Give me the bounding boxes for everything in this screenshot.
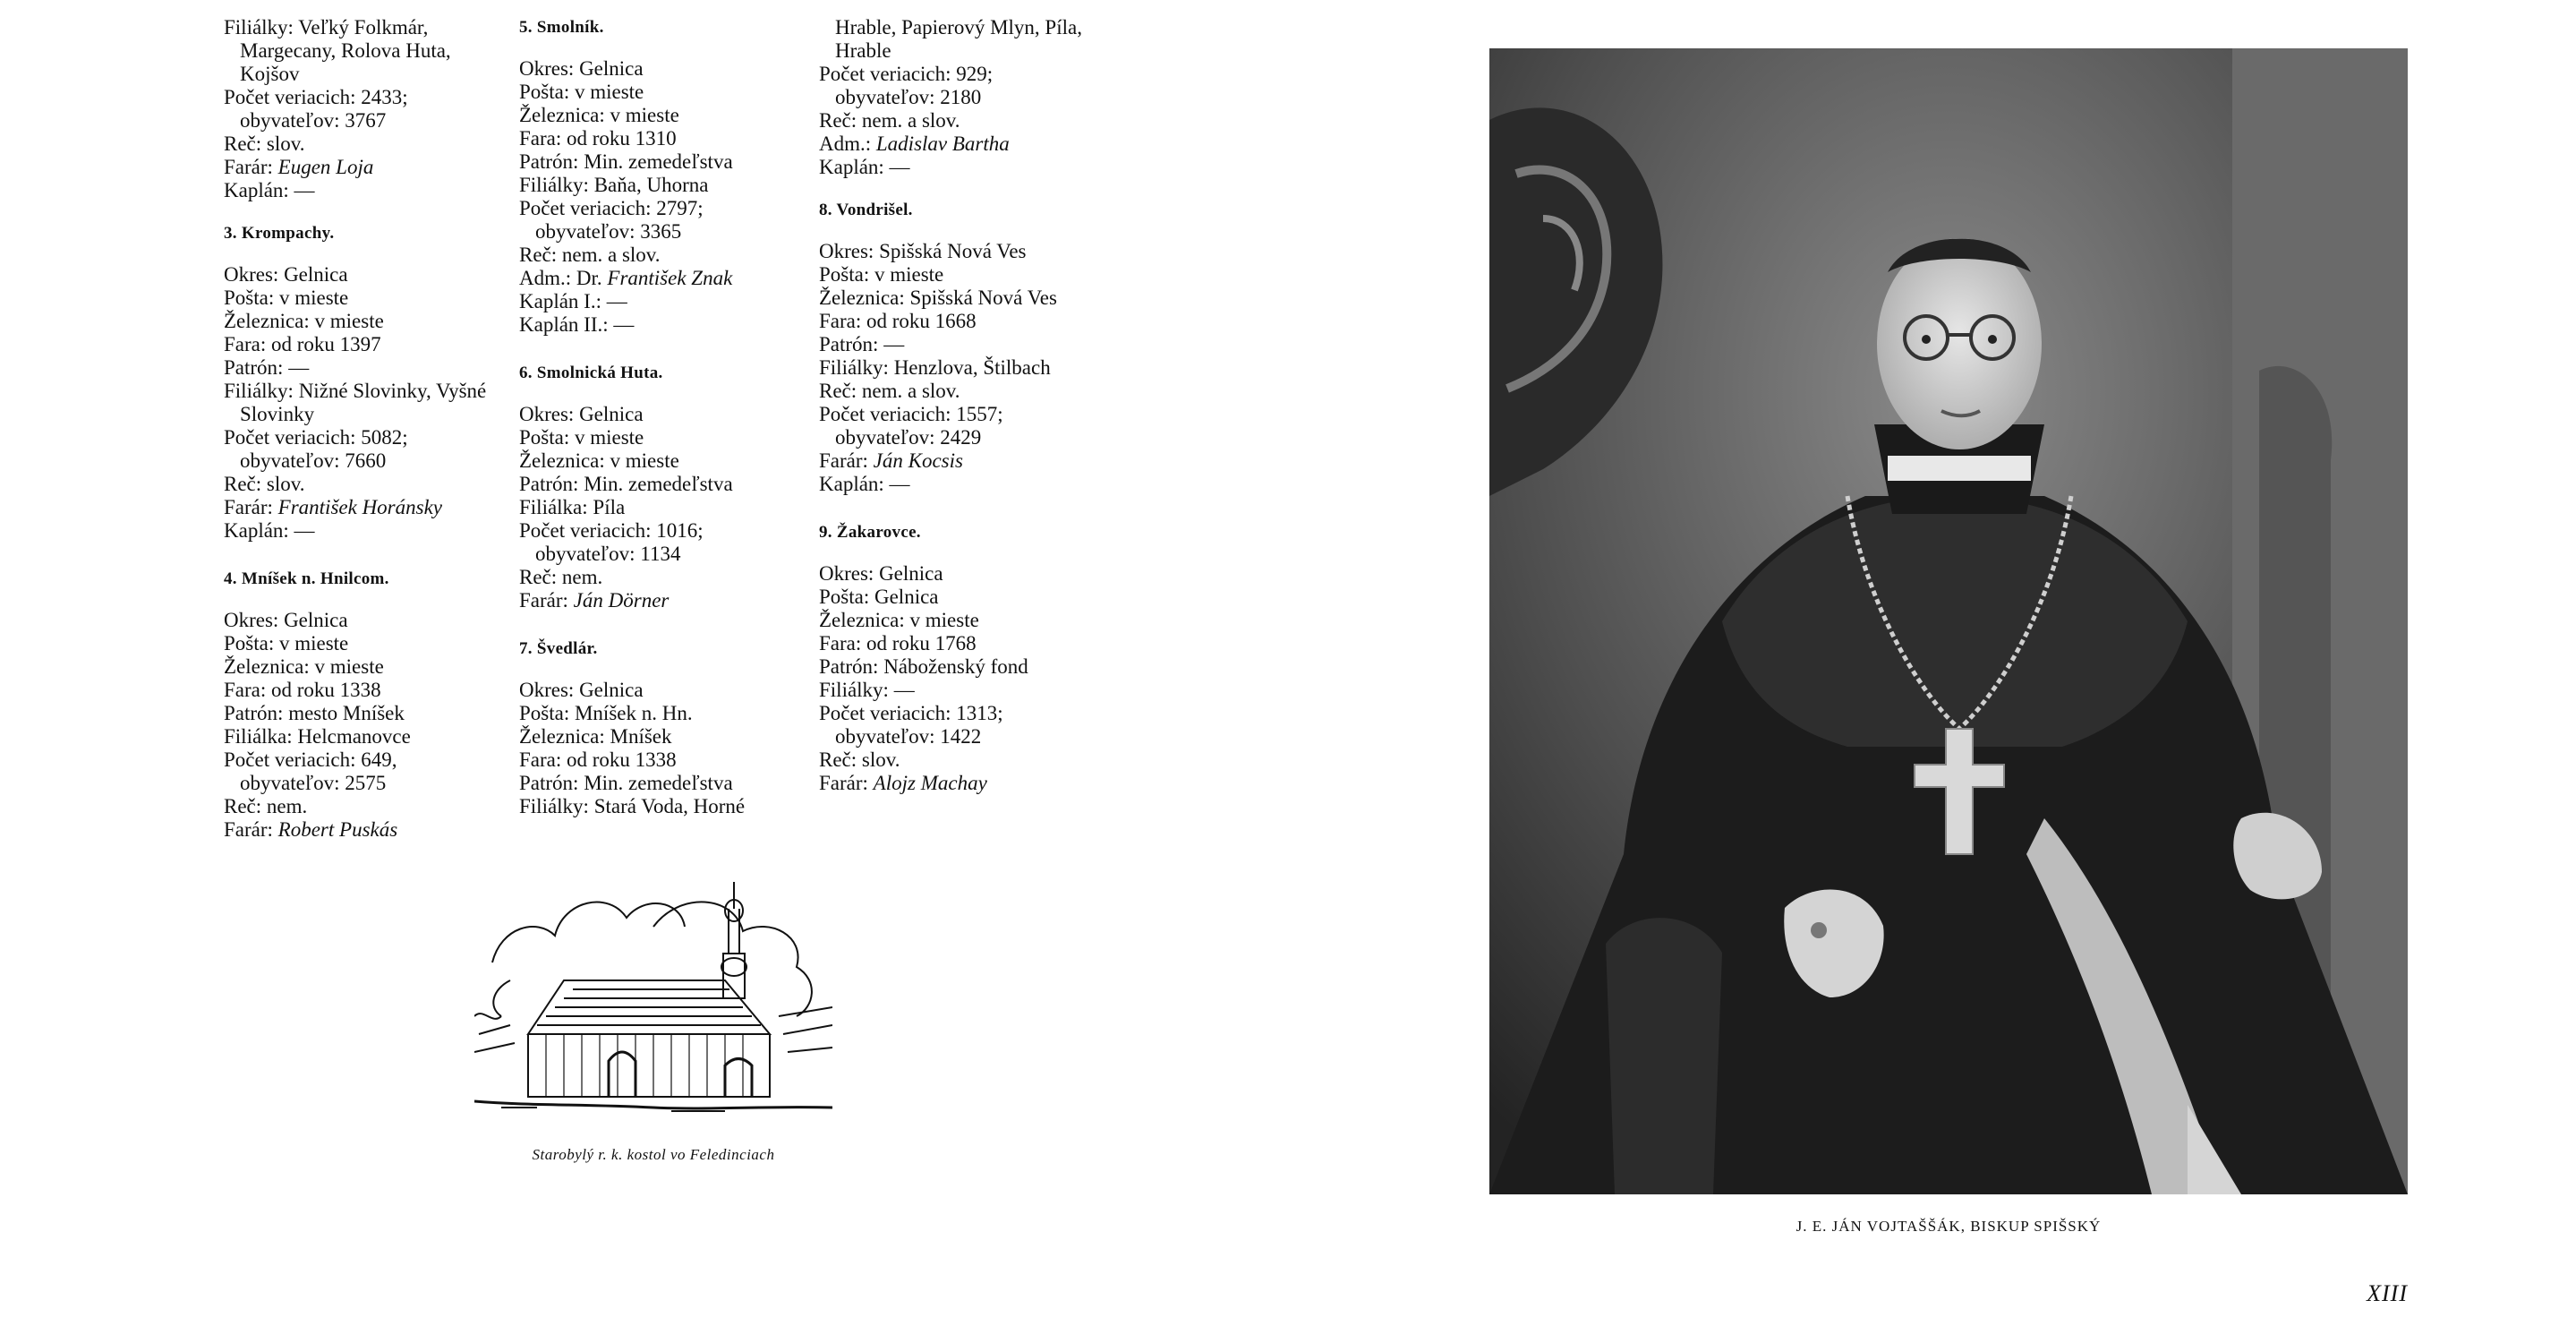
farar-label: Farár:	[224, 156, 278, 178]
parish-heading: 5. Smolník.	[519, 18, 604, 37]
parish-entry-smolnik	[519, 16, 788, 337]
parish-heading: 9. Žakarovce.	[819, 523, 921, 542]
text-line: Reč: nem.	[519, 566, 603, 588]
text-line: Železnica: v mieste	[819, 609, 979, 631]
text-line: Počet veriacich: 5082; obyvateľov: 7660	[224, 426, 408, 472]
text-line: Okres: Gelnica	[519, 57, 644, 80]
text-column-3	[819, 16, 1096, 820]
text-line: Patrón: Min. zemedeľstva	[519, 473, 733, 495]
text-line: Počet veriacich: 1557; obyvateľov: 2429	[819, 403, 1003, 449]
text-line: Filiálka: Píla	[519, 496, 626, 518]
farar-name: Robert Puskás	[277, 818, 398, 841]
text-line: Patrón: Min. zemedeľstva	[519, 772, 733, 794]
text-line: Pošta: v mieste	[519, 81, 644, 103]
text-line: Železnica: v mieste	[519, 449, 679, 472]
text-line: Okres: Gelnica	[819, 562, 943, 585]
text-line: Patrón: —	[224, 356, 310, 379]
adm-label: Adm.:	[819, 133, 876, 155]
text-line: Fara: od roku 1668	[819, 310, 977, 332]
text-line: Okres: Spišská Nová Ves	[819, 240, 1027, 262]
text-line: Okres: Gelnica	[224, 609, 348, 631]
text-line: Kaplán: —	[224, 519, 315, 542]
farar-label: Farár:	[224, 818, 278, 841]
parish-entry-mnisek	[224, 568, 492, 842]
parish-heading: 8. Vondrišel.	[819, 201, 913, 219]
text-line: Železnica: v mieste	[519, 104, 679, 126]
text-line: Okres: Gelnica	[519, 403, 644, 425]
farar-name: Ján Dörner	[573, 589, 670, 612]
farar-line	[224, 496, 492, 519]
sketch-caption: Starobylý r. k. kostol vo Feledinciach	[532, 1146, 775, 1163]
text-line: Pošta: Mníšek n. Hn.	[519, 702, 693, 724]
text-line: Počet veriacich: 1313; obyvateľov: 1422	[819, 702, 1003, 748]
church-sketch-svg	[474, 882, 832, 1115]
parish-entry-zakarovce	[819, 521, 1096, 795]
text-line: Patrón: Min. zemedeľstva	[519, 150, 733, 173]
text-line: Počet veriacich: 1016; obyvateľov: 1134	[519, 519, 704, 565]
farar-name: Eugen Loja	[277, 156, 374, 178]
farar-name: Ján Kocsis	[873, 449, 963, 472]
text-line: Filiálky: Stará Voda, Horné	[519, 795, 746, 817]
continued-entry	[819, 16, 1096, 179]
text-line: Reč: nem.	[224, 795, 308, 817]
text-line: Reč: nem. a slov.	[819, 380, 960, 402]
text-column-1	[224, 16, 492, 867]
portrait-svg	[1489, 48, 2408, 1194]
text-line: Reč: nem. a slov.	[519, 244, 661, 266]
text-line: Reč: slov.	[224, 133, 305, 155]
page-number: XIII	[2367, 1280, 2408, 1306]
text-line: Fara: od roku 1338	[224, 679, 381, 701]
text-line: Hrable, Papierový Mlyn, Píla, Hrable	[835, 16, 1082, 62]
text-line: Počet veriacich: 649, obyvateľov: 2575	[224, 748, 397, 794]
farar-name: František Horánsky	[277, 496, 442, 518]
farar-label: Farár:	[224, 496, 278, 518]
text-line: Kaplán: —	[224, 179, 315, 201]
text-line: Fara: od roku 1338	[519, 748, 677, 771]
adm-line	[519, 267, 788, 290]
text-line: Pošta: v mieste	[224, 632, 349, 654]
portrait-caption: J. E. JÁN VOJTAŠŠÁK, BISKUP SPIŠSKÝ	[1796, 1218, 2102, 1235]
farar-label: Farár:	[819, 772, 874, 794]
text-line: Okres: Gelnica	[224, 263, 348, 286]
text-line: Patrón: mesto Mníšek	[224, 702, 405, 724]
bishop-portrait-photo	[1489, 48, 2408, 1194]
text-line: Železnica: Mníšek	[519, 725, 672, 748]
text-line: Kaplán: —	[819, 156, 910, 178]
text-line: Filiálky: Veľký Folkmár, Margecany, Rolova Huta, Kojšov	[224, 16, 451, 85]
adm-line	[819, 133, 1096, 156]
text-line: Fara: od roku 1310	[519, 127, 677, 150]
parish-heading: 6. Smolnická Huta.	[519, 364, 663, 382]
farar-label: Farár:	[519, 589, 574, 612]
text-line: Patrón: Náboženský fond	[819, 655, 1028, 678]
text-line: Počet veriacich: 929; obyvateľov: 2180	[819, 63, 994, 108]
text-line: Filiálky: —	[819, 679, 915, 701]
text-line: Kaplán I.: —	[519, 290, 627, 312]
text-line: Pošta: Gelnica	[819, 586, 939, 608]
farar-name: Alojz Machay	[873, 772, 987, 794]
text-line: Železnica: v mieste	[224, 310, 384, 332]
text-line: Fara: od roku 1768	[819, 632, 977, 654]
adm-label: Adm.: Dr.	[519, 267, 608, 289]
text-line: Železnica: v mieste	[224, 655, 384, 678]
farar-label: Farár:	[819, 449, 874, 472]
text-line: Kaplán II.: —	[519, 313, 635, 336]
text-line: Filiálky: Nižné Slovinky, Vyšné Slovinky	[224, 380, 487, 425]
church-sketch-illustration	[474, 882, 832, 1115]
parish-entry-vondrisel	[819, 199, 1096, 496]
text-line: Reč: slov.	[224, 473, 305, 495]
parish-heading: 7. Švedlár.	[519, 639, 598, 658]
text-line: Reč: nem. a slov.	[819, 109, 960, 132]
continued-entry	[224, 16, 492, 202]
text-line: Pošta: v mieste	[519, 426, 644, 449]
text-line: Filiálky: Baňa, Uhorna	[519, 174, 709, 196]
text-line: Okres: Gelnica	[519, 679, 644, 701]
text-line: Pošta: v mieste	[224, 287, 349, 309]
farar-line	[224, 156, 492, 179]
text-column-2	[519, 16, 788, 843]
text-line: Počet veriacich: 2433; obyvateľov: 3767	[224, 86, 408, 132]
adm-name: Ladislav Bartha	[875, 133, 1010, 155]
farar-line	[819, 449, 1096, 473]
text-line: Patrón: —	[819, 333, 905, 355]
parish-heading: 4. Mníšek n. Hnilcom.	[224, 569, 389, 588]
text-line: Filiálka: Helcmanovce	[224, 725, 411, 748]
text-line: Počet veriacich: 2797; obyvateľov: 3365	[519, 197, 704, 243]
text-line: Fara: od roku 1397	[224, 333, 381, 355]
text-line: Kaplán: —	[819, 473, 910, 495]
parish-heading: 3. Krompachy.	[224, 224, 335, 243]
text-line: Reč: slov.	[819, 748, 900, 771]
parish-entry-krompachy	[224, 222, 492, 543]
farar-line	[819, 772, 1096, 795]
farar-line	[224, 818, 492, 842]
text-line: Filiálky: Henzlova, Štilbach	[819, 356, 1051, 379]
parish-entry-svedlar	[519, 637, 788, 818]
farar-line	[519, 589, 788, 612]
text-line: Pošta: v mieste	[819, 263, 944, 286]
text-line: Železnica: Spišská Nová Ves	[819, 287, 1057, 309]
adm-name: František Znak	[607, 267, 733, 289]
parish-entry-smolnicka-huta	[519, 362, 788, 612]
